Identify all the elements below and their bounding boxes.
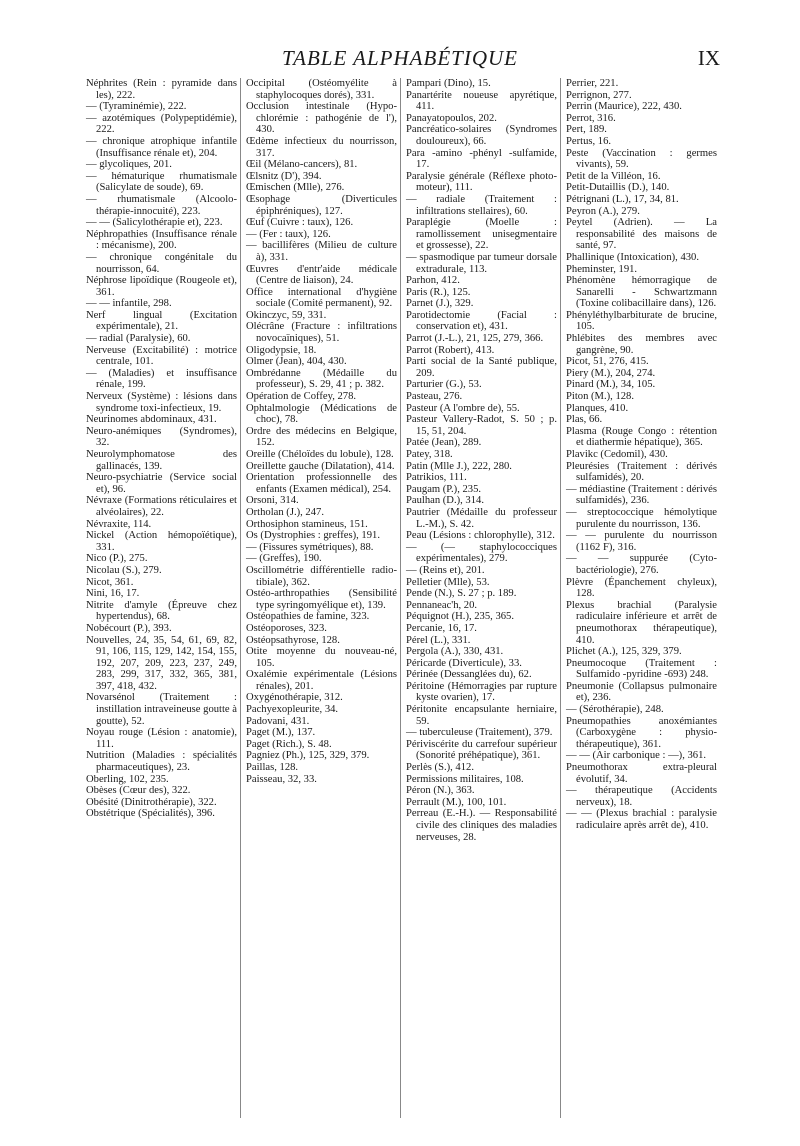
index-entry: — glycoliques, 201. xyxy=(86,159,172,171)
page-title: TABLE ALPHABÉTIQUE xyxy=(282,46,518,70)
index-entry: Pert, 189. xyxy=(566,124,607,136)
index-entry: Nickel (Action hémopoïétique), 331. xyxy=(86,530,237,553)
index-entry: Paillas, 128. xyxy=(246,762,299,774)
index-entry: Otite moyenne du nouveau-né, 105. xyxy=(246,646,397,669)
index-entry: Néphropathies (Insuffisance rénale : mécanisme), 200. xyxy=(86,228,237,252)
index-entry: — streptococcique hémolytique purulente du nourrisson, 136. xyxy=(566,506,717,530)
index-entry: Parnet (J.), 329. xyxy=(406,298,474,310)
index-entry: — — (Plexus brachial : paralysie radiculaire après arrêt de), 410. xyxy=(566,808,717,831)
index-entry: Ostéoporoses, 323. xyxy=(246,622,327,634)
index-entry: Péricarde (Diverticule), 33. xyxy=(406,657,522,669)
index-entry: Plas, 66. xyxy=(566,414,603,426)
index-entry: Pleurésies (Traitement : dérivés sulfamidés), 20. xyxy=(566,460,717,484)
index-entry: Pertus, 16. xyxy=(566,135,612,147)
index-entry: Oscillométrie différentielle radio-tibiale), 362. xyxy=(246,564,397,588)
index-entry: — (Sérothérapie), 248. xyxy=(566,704,664,716)
index-entry: Pachyexopleurite, 34. xyxy=(246,704,339,716)
index-entry: Paisseau, 32, 33. xyxy=(246,773,317,785)
index-entry: Obésité (Dinitrothérapie), 322. xyxy=(86,796,217,808)
index-entry: Phényléthylbarbiturate de brucine, 105. xyxy=(566,309,717,333)
index-entry: Peste (Vaccination : germes vivants), 59. xyxy=(566,147,717,171)
index-entry: Parti social de la Santé publique, 209. xyxy=(406,356,557,379)
index-entry: Périviscérite du carrefour supérieur (Sonorité préhépatique), 361. xyxy=(406,738,557,762)
index-entry: Patin (Mlle J.), 222, 280. xyxy=(406,460,512,472)
index-entry: Néphrites (Rein : pyramide dans les), 222. xyxy=(86,78,237,101)
index-entry: Paraplégie (Moelle : ramollissement unisegmentaire et grossesse), 22. xyxy=(406,217,557,252)
index-entry: Pergola (A.), 330, 431. xyxy=(406,646,504,658)
index-column-2 xyxy=(240,78,401,1118)
index-entry: Nerf lingual (Excitation expérimentale), 21. xyxy=(86,309,237,333)
index-entry: Pennaneac'h, 20. xyxy=(406,599,478,611)
index-entry: Orientation professionnelle des enfants (Examen médical), 254. xyxy=(246,472,397,495)
index-entry: Pautrier (Médaille du professeur L.-M.), S. 42. xyxy=(406,506,557,530)
index-entry: Neurinomes abdominaux, 431. xyxy=(86,414,217,426)
page-number: IX xyxy=(697,46,720,70)
index-entry: Perlès (S.), 412. xyxy=(406,762,474,774)
index-entry: Péritoine (Hémorragies par rupture kyste ovarien), 17. xyxy=(406,680,557,704)
index-entry: Panayatopoulos, 202. xyxy=(406,112,497,124)
index-entry: Peau (Lésions : chlorophylle), 312. xyxy=(406,530,555,542)
index-column-4 xyxy=(560,78,720,1118)
index-entry: Œlsnitz (D'), 394. xyxy=(246,170,322,182)
index-column-1 xyxy=(80,78,241,1118)
index-entry: Occlusion intestinale (Hypo-chlorémie : pathogénie de l'), 430. xyxy=(246,101,397,136)
index-entry: Paugam (P.), 235. xyxy=(406,483,482,495)
index-entry: Orthosiphon stamineus, 151. xyxy=(246,518,368,530)
index-entry: Petit de la Villéon, 16. xyxy=(566,170,661,182)
page-header xyxy=(80,46,720,76)
index-entry: Nobécourt (P.), 393. xyxy=(86,622,172,634)
index-entry: — (Maladies) et insuffisance rénale, 199. xyxy=(86,367,237,391)
index-entry: Nutrition (Maladies : spécialités pharmaceutiques), 23. xyxy=(86,750,237,774)
index-columns xyxy=(80,78,720,1118)
index-entry: Ostéopsathyrose, 128. xyxy=(246,634,340,646)
index-entry: Pétrignani (L.), 17, 34, 81. xyxy=(566,193,679,205)
index-entry: Œuf (Cuivre : taux), 126. xyxy=(246,217,354,229)
index-entry: Olmer (Jean), 404, 430. xyxy=(246,356,347,368)
index-entry: Neuro-psychiatrie (Service social et), 96. xyxy=(86,472,237,495)
index-entry: Pasteur (A l'ombre de), 55. xyxy=(406,402,520,414)
index-entry: Péron (N.), 363. xyxy=(406,785,475,797)
index-entry: Pérel (L.), 331. xyxy=(406,634,471,646)
index-entry: Patée (Jean), 289. xyxy=(406,437,482,449)
index-entry: — (Fer : taux), 126. xyxy=(246,228,331,240)
index-entry: Œsophage (Diverticules épiphréniques), 127. xyxy=(246,193,397,217)
index-entry: Obèses (Cœur des), 322. xyxy=(86,785,191,797)
index-entry: Nini, 16, 17. xyxy=(86,588,140,600)
index-entry: Œil (Mélano-cancers), 81. xyxy=(246,159,358,171)
index-entry: Néphrose lipoïdique (Rougeole et), 361. xyxy=(86,275,237,298)
index-entry: Nerveux (Système) : lésions dans syndrome toxi-infectieux, 19. xyxy=(86,391,237,414)
index-entry: Paget (Rich.), S. 48. xyxy=(246,738,332,750)
index-entry: — (Fissures symétriques), 88. xyxy=(246,541,374,553)
index-entry: Ophtalmologie (Médications de choc), 78. xyxy=(246,402,397,426)
index-entry: Œuvres d'entr'aide médicale (Centre de liaison), 24. xyxy=(246,263,397,287)
index-entry: Œdème infectieux du nourrisson, 317. xyxy=(246,135,397,159)
index-entry: Phlébites des membres avec gangrène, 90. xyxy=(566,333,717,356)
index-entry: Pelletier (Mlle), 53. xyxy=(406,576,490,588)
index-entry: Perrin (Maurice), 222, 430. xyxy=(566,101,682,113)
index-entry: Permissions militaires, 108. xyxy=(406,773,524,785)
index-entry: Phallinique (Intoxication), 430. xyxy=(566,251,699,263)
index-entry: Perrignon, 277. xyxy=(566,89,632,101)
index-entry: — (Reins et), 201. xyxy=(406,564,485,576)
index-entry: Oreille (Chéloïdes du lobule), 128. xyxy=(246,449,394,460)
index-entry: Padovani, 431. xyxy=(246,715,310,727)
index-entry: Peytel (Adrien). — La responsabilité des maisons de santé, 97. xyxy=(566,217,717,252)
index-entry: Oligodypsie, 18. xyxy=(246,344,317,356)
index-entry: Planques, 410. xyxy=(566,402,629,414)
index-entry: Parturier (G.), 53. xyxy=(406,379,482,391)
index-entry: Nouvelles, 24, 35, 54, 61, 69, 82, 91, 106, 115, 129, 142, 154, 155, 192, 207, 209, 223, 237, 249, 283, 299, 317, 332, 365, 381, 397, 418, 432. xyxy=(86,634,237,692)
index-entry: Parrot (Robert), 413. xyxy=(406,344,495,356)
index-entry: Neurolymphomatose des gallinacés, 139. xyxy=(86,449,237,472)
index-entry: — radiale (Traitement : infiltrations stellaires), 60. xyxy=(406,193,557,217)
index-entry: Patey, 318. xyxy=(406,449,453,460)
index-entry: — — infantile, 298. xyxy=(86,298,172,310)
index-entry: Pancréatico-solaires (Syndromes douloureux), 66. xyxy=(406,124,557,147)
index-entry: Obstétrique (Spécialités), 396. xyxy=(86,808,215,820)
index-entry: Ombrédanne (Médaille du professeur), S. 29, 41 ; p. 382. xyxy=(246,367,397,391)
index-entry: Picot, 51, 276, 415. xyxy=(566,356,649,368)
index-entry: Pagniez (Ph.), 125, 329, 379. xyxy=(246,750,370,762)
index-entry: Paris (R.), 125. xyxy=(406,286,471,298)
index-entry: — (Tyraminémie), 222. xyxy=(86,101,187,113)
index-entry: Office international d'hygiène sociale (Comité permanent), 92. xyxy=(246,286,397,310)
index-entry: Oxygénothérapie, 312. xyxy=(246,692,343,704)
index-entry: Neuro-anémiques (Syndromes), 32. xyxy=(86,425,237,449)
index-entry: — (Greffes), 190. xyxy=(246,553,322,565)
index-entry: Ostéopathies de famine, 323. xyxy=(246,611,370,623)
index-entry: Parotidectomie (Facial : conservation et), 431. xyxy=(406,309,557,333)
index-entry: Plasma (Rouge Congo : rétention et diathermie hépatique), 365. xyxy=(566,425,717,449)
index-entry: Patrikios, 111. xyxy=(406,472,467,484)
index-entry: — (— staphylococciques expérimentales), 279. xyxy=(406,541,557,565)
index-entry: — hématurique rhumatismale (Salicylate de soude), 69. xyxy=(86,170,237,194)
index-entry: Perrier, 221. xyxy=(566,78,619,89)
index-entry: Olécrâne (Fracture : infiltrations novocaïniques), 51. xyxy=(246,321,397,345)
index-entry: Paget (M.), 137. xyxy=(246,727,316,739)
index-entry: Nerveuse (Excitabilité) : motrice centrale, 101. xyxy=(86,344,237,368)
index-entry: Opération de Coffey, 278. xyxy=(246,391,357,403)
index-entry: Péquignot (H.), 235, 365. xyxy=(406,611,514,623)
index-column-3 xyxy=(400,78,561,1118)
index-entry: — — purulente du nourrisson (1162 F), 316. xyxy=(566,530,717,553)
index-entry: Névraxite, 114. xyxy=(86,518,152,530)
index-entry: — médiastine (Traitement : dérivés sulfamidés), 236. xyxy=(566,483,717,507)
index-entry: Nitrite d'amyle (Épreuve chez hypertendus), 68. xyxy=(86,599,237,623)
index-entry: Perrault (M.), 100, 101. xyxy=(406,796,507,808)
index-entry: Nico (P.), 275. xyxy=(86,553,148,565)
index-entry: — bacillifères (Milieu de culture à), 331. xyxy=(246,240,397,263)
index-entry: Panartérite noueuse apyrétique, 411. xyxy=(406,89,557,113)
index-entry: — — suppurée (Cyto-bactériologie), 276. xyxy=(566,553,717,576)
index-entry: Ordre des médecins en Belgique, 152. xyxy=(246,425,397,449)
index-entry: Pasteur Vallery-Radot, S. 50 ; p. 15, 51, 204. xyxy=(406,414,557,437)
index-entry: Ostéo-arthropathies (Sensibilité type syringomyélique et), 139. xyxy=(246,588,397,611)
index-entry: Os (Dystrophies : greffes), 191. xyxy=(246,530,380,542)
index-entry: Parhon, 412. xyxy=(406,275,460,287)
index-entry: Oreillette gauche (Dilatation), 414. xyxy=(246,460,395,472)
index-entry: Pneumopathies anoxémiantes (Carboxygène : physio-thérapeutique), 361. xyxy=(566,715,717,750)
index-entry: Phénomène hémorragique de Sanarelli - Schwartzmann (Toxine colibacillaire dans), 126. xyxy=(566,275,717,310)
index-entry: — azotémiques (Polypeptidémie), 222. xyxy=(86,112,237,136)
index-entry: Péritonite encapsulante herniaire, 59. xyxy=(406,704,557,727)
index-entry: — — (Salicylothérapie et), 223. xyxy=(86,217,223,229)
index-entry: Plavikc (Cedomil), 430. xyxy=(566,449,668,460)
index-entry: Pampari (Dino), 15. xyxy=(406,78,491,89)
index-entry: Pneumothorax extra-pleural évolutif, 34. xyxy=(566,762,717,785)
index-entry: Para -amino -phényl -sulfamide, 17. xyxy=(406,147,557,171)
index-entry: Percanie, 16, 17. xyxy=(406,622,477,634)
index-entry: — thérapeutique (Accidents nerveux), 18. xyxy=(566,785,717,808)
index-entry: Pheminster, 191. xyxy=(566,263,638,275)
index-entry: Peyron (A.), 279. xyxy=(566,205,640,217)
index-entry: Parrot (J.-L.), 21, 125, 279, 366. xyxy=(406,333,544,345)
index-entry: Perreau (E.-H.). — Responsabilité civile des cliniques des maladies nerveuses, 28. xyxy=(406,808,557,843)
index-entry: — rhumatismale (Alcoolo-thérapie-innocuité), 223. xyxy=(86,193,237,217)
index-entry: Périnée (Dessanglées du), 62. xyxy=(406,669,532,681)
index-entry: — chronique congénitale du nourrisson, 64. xyxy=(86,251,237,275)
index-entry: Ortholan (J.), 247. xyxy=(246,506,324,518)
index-entry: — radial (Paralysie), 60. xyxy=(86,333,191,345)
index-entry: Novarsénol (Traitement : instillation intraveineuse goutte à goutte), 52. xyxy=(86,692,237,727)
index-entry: Pneumocoque (Traitement : Sulfamido -pyridine -693) 248. xyxy=(566,657,717,681)
index-entry: Occipital (Ostéomyélite à staphylocoques dorés), 331. xyxy=(246,78,397,101)
index-entry: Paralysie générale (Réflexe photo-moteur), 111. xyxy=(406,170,557,194)
index-entry: — tuberculeuse (Traitement), 379. xyxy=(406,727,553,739)
index-entry: Okinczyc, 59, 331. xyxy=(246,309,327,321)
index-entry: Noyau rouge (Lésion : anatomie), 111. xyxy=(86,727,237,750)
index-entry: Plexus brachial (Paralysie radiculaire inférieure et arrêt de pneumothorax thérapeutique), 410. xyxy=(566,599,717,646)
index-entry: Piery (M.), 204, 274. xyxy=(566,367,656,379)
index-entry: Pinard (M.), 34, 105. xyxy=(566,379,656,391)
index-entry: Plèvre (Épanchement chyleux), 128. xyxy=(566,576,717,600)
index-entry: — spasmodique par tumeur dorsale extradurale, 113. xyxy=(406,251,557,275)
index-entry: Nicolau (S.), 279. xyxy=(86,564,162,576)
index-entry: — chronique atrophique infantile (Insuffisance rénale et), 204. xyxy=(86,135,237,159)
index-entry: Pasteau, 276. xyxy=(406,391,463,403)
index-entry: Œmischen (Mlle), 276. xyxy=(246,182,345,194)
index-entry: Plichet (A.), 125, 329, 379. xyxy=(566,646,682,658)
index-entry: Perrot, 316. xyxy=(566,112,616,124)
index-entry: Orsoni, 314. xyxy=(246,495,299,507)
index-entry: Nicot, 361. xyxy=(86,576,134,588)
index-entry: Oberling, 102, 235. xyxy=(86,773,169,785)
index-entry: Pneumonie (Collapsus pulmonaire et), 236. xyxy=(566,680,717,704)
index-entry: — — (Air carbonique : —), 361. xyxy=(566,750,707,762)
index-entry: Paulhan (D.), 314. xyxy=(406,495,484,507)
index-entry: Névraxe (Formations réticulaires et alvéolaires), 22. xyxy=(86,495,237,518)
index-entry: Pende (N.), S. 27 ; p. 189. xyxy=(406,588,517,600)
index-entry: Piton (M.), 128. xyxy=(566,391,634,403)
index-entry: Petit-Dutaillis (D.), 140. xyxy=(566,182,670,194)
index-entry: Oxalémie expérimentale (Lésions rénales), 201. xyxy=(246,669,397,692)
